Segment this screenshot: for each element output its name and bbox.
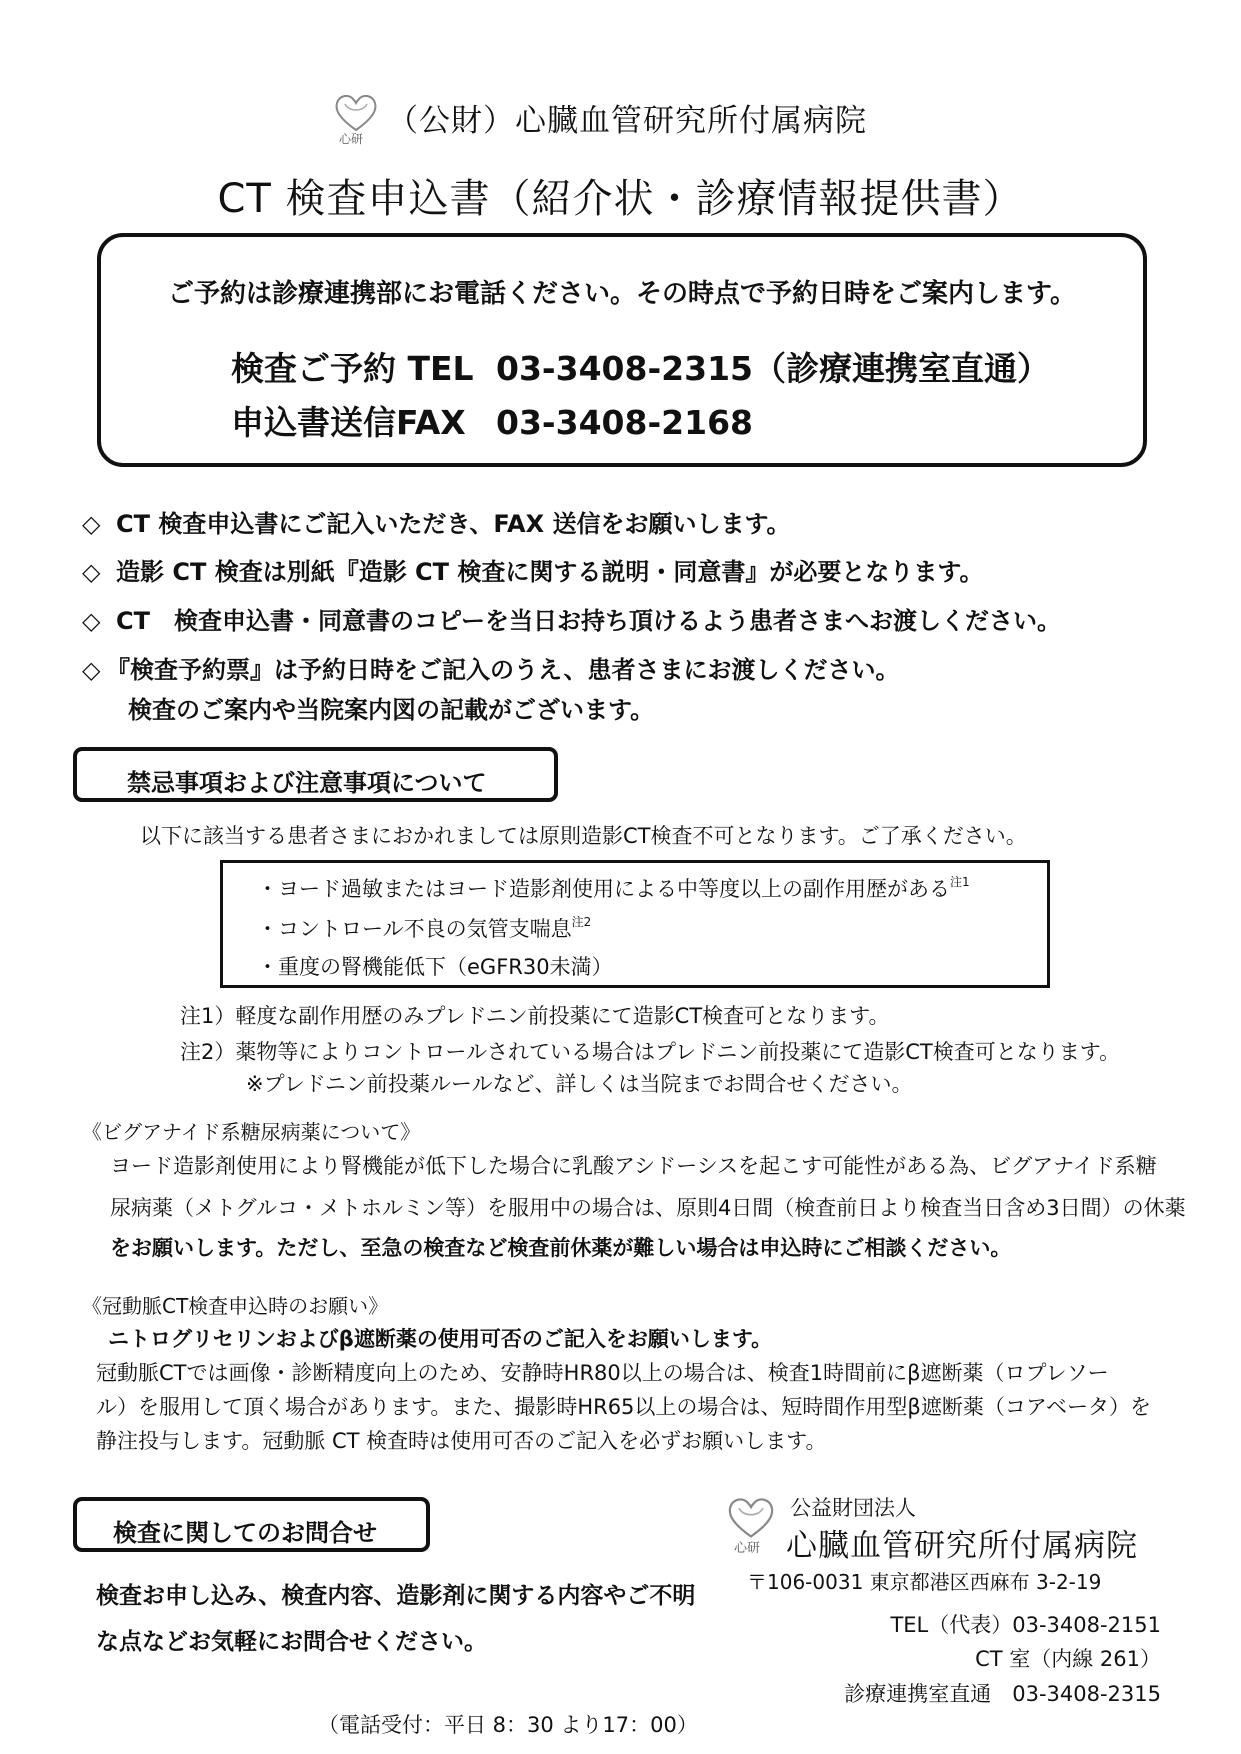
notice-item: ◇ 『検査予約票』は予約日時をご記入のうえ、患者さまにお渡しください。 <box>82 656 900 684</box>
diamond-bullet-icon: ◇ <box>82 510 101 538</box>
ct-room: CT 室（内線 261） <box>975 1647 1161 1671</box>
heart-logo-icon <box>333 92 379 134</box>
hospital-name: （公財）心臓血管研究所付属病院 <box>387 103 867 139</box>
biguanide-line: ヨード造影剤使用により腎機能が低下した場合に乳酸アシドーシスを起こす可能性がある為、ビグアナイド系糖 <box>110 1154 1157 1178</box>
page-title: CT 検査申込書（紹介状・診療情報提供書） <box>217 176 1024 222</box>
notice-item: ◇ CT 検査申込書・同意書のコピーを当日お持ち頂けるよう患者さまへお渡しください。 <box>82 607 1062 635</box>
tel-main: TEL（代表）03-3408-2151 <box>890 1613 1161 1637</box>
coronary-line: 静注投与します。冠動脈 CT 検査時は使用可否のご記入を必ずお願いします。 <box>96 1429 827 1453</box>
diamond-bullet-icon: ◇ <box>82 607 101 635</box>
contraindications-heading: 禁忌事項および注意事項について <box>73 747 558 802</box>
reception-hours: （電話受付：平日 8：30 より17：00） <box>318 1713 698 1737</box>
fax-number: 03-3408-2168 <box>496 403 754 442</box>
notice-continuation: 検査のご案内や当院案内図の記載がございます。 <box>128 696 655 724</box>
tel-label: 検査ご予約 TEL <box>231 349 474 388</box>
footnote-2: 注2）薬物等によりコントロールされている場合はプレドニン前投薬にて造影CT検査可となります。 <box>180 1040 1121 1064</box>
liaison-direct: 診療連携室直通 03-3408-2315 <box>844 1682 1161 1706</box>
footnote-1: 注1）軽度な副作用歴のみプレドニン前投薬にて造影CT検査可となります。 <box>180 1004 890 1028</box>
reservation-callout <box>97 233 1147 467</box>
contraindications-list <box>220 860 1050 988</box>
coronary-heading: 《冠動脈CT検査申込時のお願い》 <box>82 1294 389 1318</box>
logo-text: 心研 <box>339 132 364 146</box>
logo-text: 心研 <box>734 1541 761 1556</box>
notice-item: ◇ 造影 CT 検査は別紙『造影 CT 検査に関する説明・同意書』が必要となります。 <box>82 558 984 586</box>
diamond-bullet-icon: ◇ <box>82 656 101 684</box>
note-marker: 注1 <box>950 875 970 889</box>
corp-name: 心臓血管研究所付属病院 <box>786 1528 1138 1564</box>
contact-line: な点などお気軽にお問合せください。 <box>96 1629 487 1655</box>
diamond-bullet-icon: ◇ <box>82 558 101 586</box>
biguanide-line: 尿病薬（メトグルコ・メトホルミン等）を服用中の場合は、原則4日間（検査前日より検査当日含め3日間）の休薬 <box>110 1196 1186 1220</box>
contact-heading: 検査に関してのお問合せ <box>73 1497 430 1552</box>
contact-line: 検査お申し込み、検査内容、造影剤に関する内容やご不明 <box>96 1583 696 1609</box>
contraindication-item: ・コントロール不良の気管支喘息$^{注2}$ <box>257 915 592 941</box>
coronary-line: 冠動脈CTでは画像・診断精度向上のため、安静時HR80以上の場合は、検査1時間前にβ遮断薬（ロプレソー <box>96 1361 1109 1385</box>
biguanide-line: をお願いします。ただし、至急の検査など検査前休薬が難しい場合は申込時にご相談ください。 <box>110 1236 1012 1260</box>
fax-label: 申込書送信FAX <box>231 403 466 442</box>
address: 〒106-0031 東京都港区西麻布 3-2-19 <box>747 1570 1102 1594</box>
biguanide-heading: 《ビグアナイド系糖尿病薬について》 <box>82 1120 421 1144</box>
footnote-3: ※プレドニン前投薬ルールなど、詳しくは当院までお問合せください。 <box>246 1072 913 1096</box>
contraindication-item: ・重度の腎機能低下（eGFR30未満） <box>257 955 613 979</box>
coronary-bold-line: ニトログリセリンおよびβ遮断薬の使用可否のご記入をお願いします。 <box>108 1327 773 1351</box>
tel-line <box>231 343 1050 390</box>
notice-item: ◇ CT 検査申込書にご記入いただき、FAX 送信をお願いします。 <box>82 510 791 538</box>
contraindications-intro: 以下に該当する患者さまにおかれましては原則造影CT検査不可となります。ご了承ください。 <box>140 824 1027 848</box>
footer-logo <box>726 1495 776 1557</box>
fax-line <box>231 397 753 444</box>
contraindication-item: ・ヨード過敏またはヨード造影剤使用による中等度以上の副作用歴がある$^{注1}$ <box>257 875 970 901</box>
callout-intro: ご予約は診療連携部にお電話ください。その時点で予約日時をご案内します。 <box>168 279 1076 309</box>
coronary-line: ル）を服用して頂く場合があります。また、撮影時HR65以上の場合は、短時間作用型β遮断薬（コアベータ）を <box>96 1395 1151 1419</box>
tel-number: 03-3408-2315（診療連携室直通） <box>496 349 1051 388</box>
note-marker: 注2 <box>571 915 592 929</box>
heart-logo-icon <box>726 1495 776 1541</box>
corp-label: 公益財団法人 <box>790 1496 916 1520</box>
hospital-logo <box>333 92 379 148</box>
